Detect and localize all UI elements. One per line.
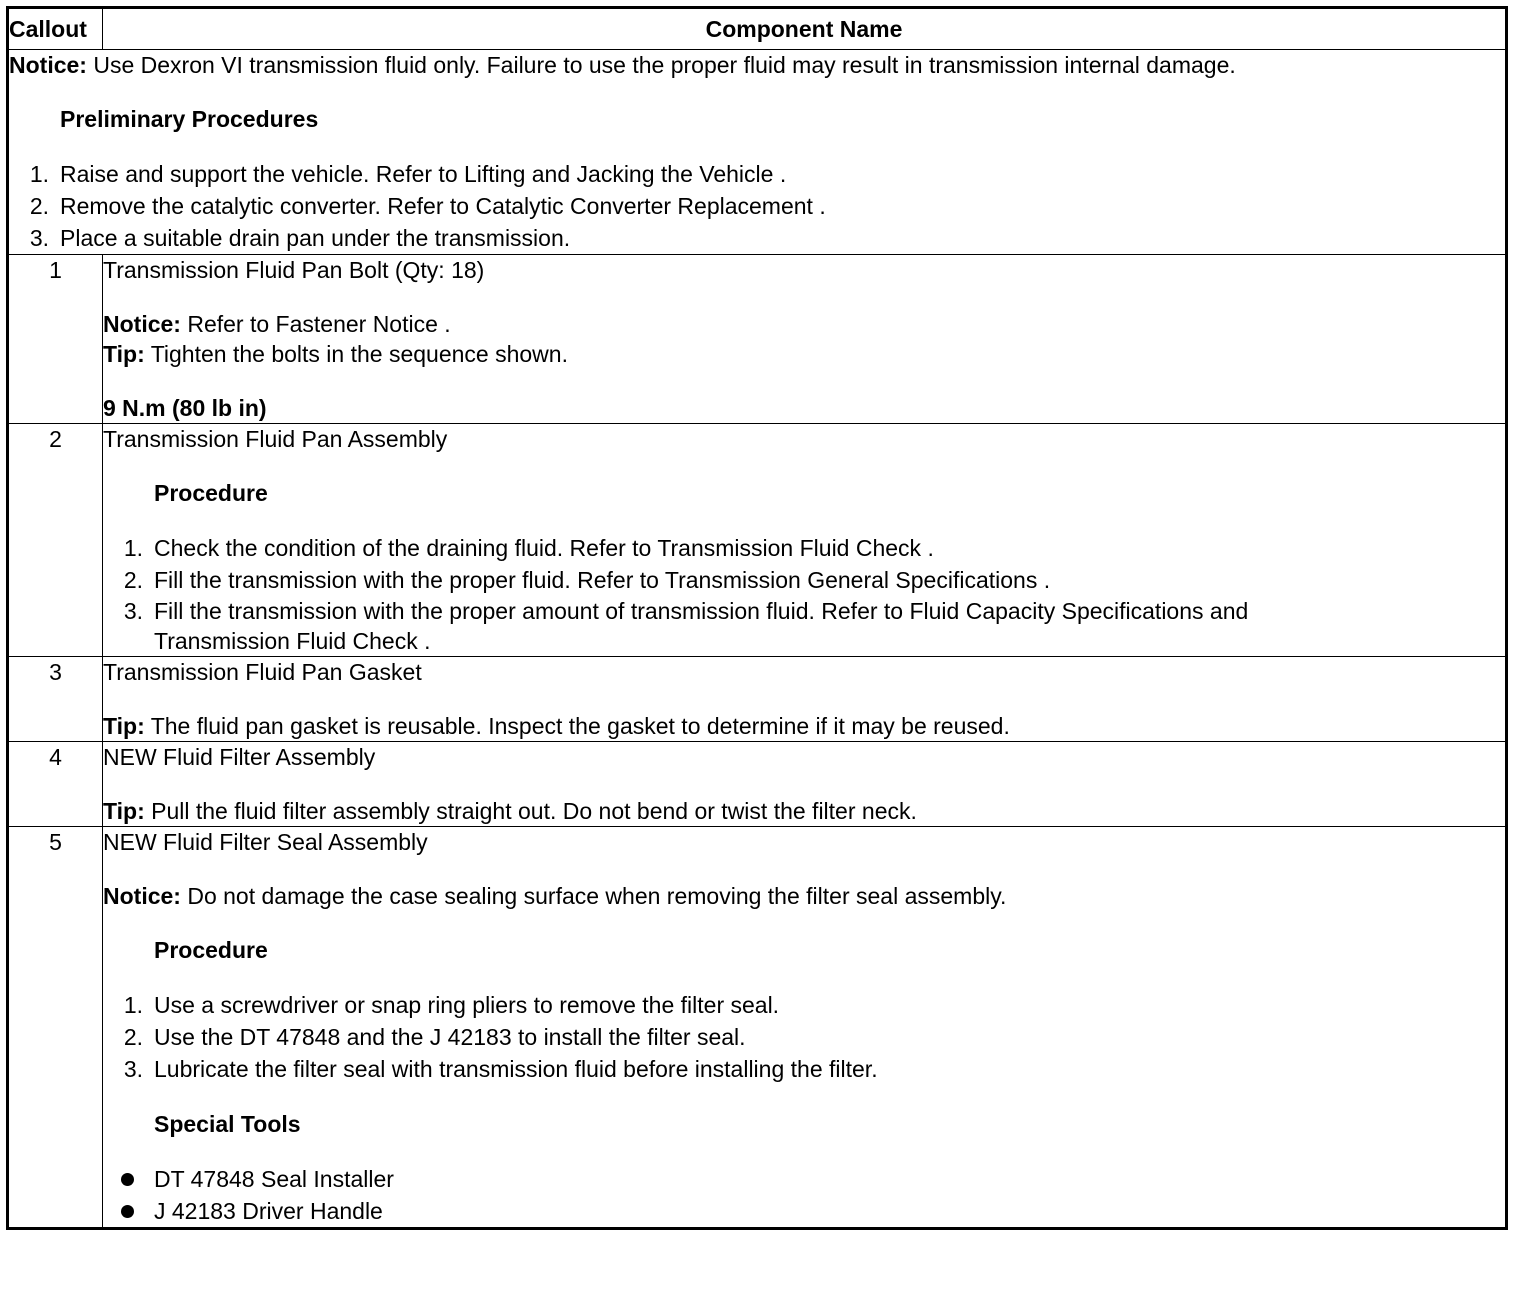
tip-text: Pull the fluid filter assembly straight out. Do not bend or twist the filter neck. (144, 798, 917, 824)
tool-name: DT 47848 Seal Installer (154, 1166, 394, 1192)
tip-line (103, 711, 1505, 741)
component-name: NEW Fluid Filter Seal Assembly (103, 829, 428, 855)
list-item (103, 1021, 1505, 1053)
component-name: Transmission Fluid Pan Bolt (Qty: 18) (103, 257, 485, 283)
tip-line (103, 796, 1505, 826)
notice-text: Do not damage the case sealing surface when removing the filter seal assembly. (180, 883, 1007, 909)
special-tools-list (103, 1163, 1505, 1227)
procedure-heading: Procedure (154, 937, 268, 963)
step-text: Remove the catalytic converter. Refer to Catalytic Converter Replacement . (60, 193, 826, 219)
callout-number: 3 (8, 657, 103, 742)
callout-number: 4 (8, 742, 103, 827)
step-text: Place a suitable drain pan under the transmission. (60, 225, 571, 251)
intro-notice (9, 50, 1505, 80)
table-row (8, 742, 1507, 827)
list-item (103, 1195, 1505, 1227)
component-name-header: Component Name (103, 8, 1507, 50)
list-item (103, 564, 1505, 596)
procedure-steps (103, 989, 1505, 1085)
list-item (9, 222, 1505, 254)
table-row (8, 424, 1507, 657)
notice-line (103, 881, 1505, 911)
torque-spec (103, 393, 1505, 423)
table-row (8, 827, 1507, 1229)
intro-row (8, 50, 1507, 255)
list-item (103, 1053, 1505, 1085)
preliminary-heading: Preliminary Procedures (60, 106, 319, 132)
component-name: NEW Fluid Filter Assembly (103, 744, 376, 770)
bullet-icon (121, 1205, 134, 1218)
notice-text: Refer to Fastener Notice . (180, 311, 451, 337)
callout-number: 5 (8, 827, 103, 1229)
step-text: Fill the transmission with the proper fluid. Refer to Transmission General Specifications . (154, 567, 1051, 593)
component-cell (103, 424, 1507, 657)
notice-label: Notice: (103, 311, 181, 337)
list-item (103, 532, 1505, 564)
step-number: 1. (123, 535, 143, 561)
step-number: 3. (123, 1056, 143, 1082)
notice-line (103, 309, 1505, 339)
step-text: Use a screwdriver or snap ring pliers to remove the filter seal. (154, 992, 780, 1018)
step-number: 1. (123, 992, 143, 1018)
step-text: Raise and support the vehicle. Refer to Lifting and Jacking the Vehicle . (60, 161, 787, 187)
tool-name: J 42183 Driver Handle (154, 1198, 383, 1224)
special-tools-heading: Special Tools (154, 1111, 301, 1137)
component-name: Transmission Fluid Pan Assembly (103, 426, 448, 452)
component-table (6, 6, 1508, 1230)
table-row (8, 657, 1507, 742)
tip-line (103, 339, 1505, 369)
step-text: Check the condition of the draining fluid. Refer to Transmission Fluid Check . (154, 535, 934, 561)
step-number: 3. (29, 225, 49, 251)
list-item (103, 596, 1505, 656)
preliminary-steps (9, 158, 1505, 254)
component-cell (103, 657, 1507, 742)
list-item (9, 190, 1505, 222)
step-number: 3. (123, 598, 143, 624)
notice-text: Use Dexron VI transmission fluid only. Failure to use the proper fluid may result in transmission internal damage. (86, 52, 1236, 78)
component-cell (103, 255, 1507, 424)
step-number: 2. (123, 1024, 143, 1050)
notice-label: Notice: (9, 52, 87, 78)
tip-text: The fluid pan gasket is reusable. Inspect the gasket to determine if it may be reused. (144, 713, 1010, 739)
torque-value: 9 N.m (80 lb in) (103, 395, 267, 421)
step-number: 1. (29, 161, 49, 187)
component-cell (103, 827, 1507, 1229)
header-row (8, 8, 1507, 50)
notice-label: Notice: (103, 883, 181, 909)
list-item (9, 158, 1505, 190)
component-name: Transmission Fluid Pan Gasket (103, 659, 422, 685)
step-number: 2. (29, 193, 49, 219)
step-text: Lubricate the filter seal with transmission fluid before installing the filter. (154, 1056, 878, 1082)
list-item (103, 1163, 1505, 1195)
tip-label: Tip: (103, 341, 145, 367)
step-text: Use the DT 47848 and the J 42183 to install the filter seal. (154, 1024, 746, 1050)
tip-label: Tip: (103, 713, 145, 739)
procedure-steps (103, 532, 1505, 656)
intro-cell (8, 50, 1507, 255)
step-number: 2. (123, 567, 143, 593)
tip-label: Tip: (103, 798, 145, 824)
tip-text: Tighten the bolts in the sequence shown. (144, 341, 568, 367)
callout-header: Callout (8, 8, 103, 50)
callout-number: 2 (8, 424, 103, 657)
bullet-icon (121, 1173, 134, 1186)
step-text: Fill the transmission with the proper amount of transmission fluid. Refer to Fluid Capacity Specifications and Transmission Fluid Check . (154, 598, 1249, 654)
procedure-heading: Procedure (154, 480, 268, 506)
callout-number: 1 (8, 255, 103, 424)
table-row (8, 255, 1507, 424)
list-item (103, 989, 1505, 1021)
component-cell (103, 742, 1507, 827)
